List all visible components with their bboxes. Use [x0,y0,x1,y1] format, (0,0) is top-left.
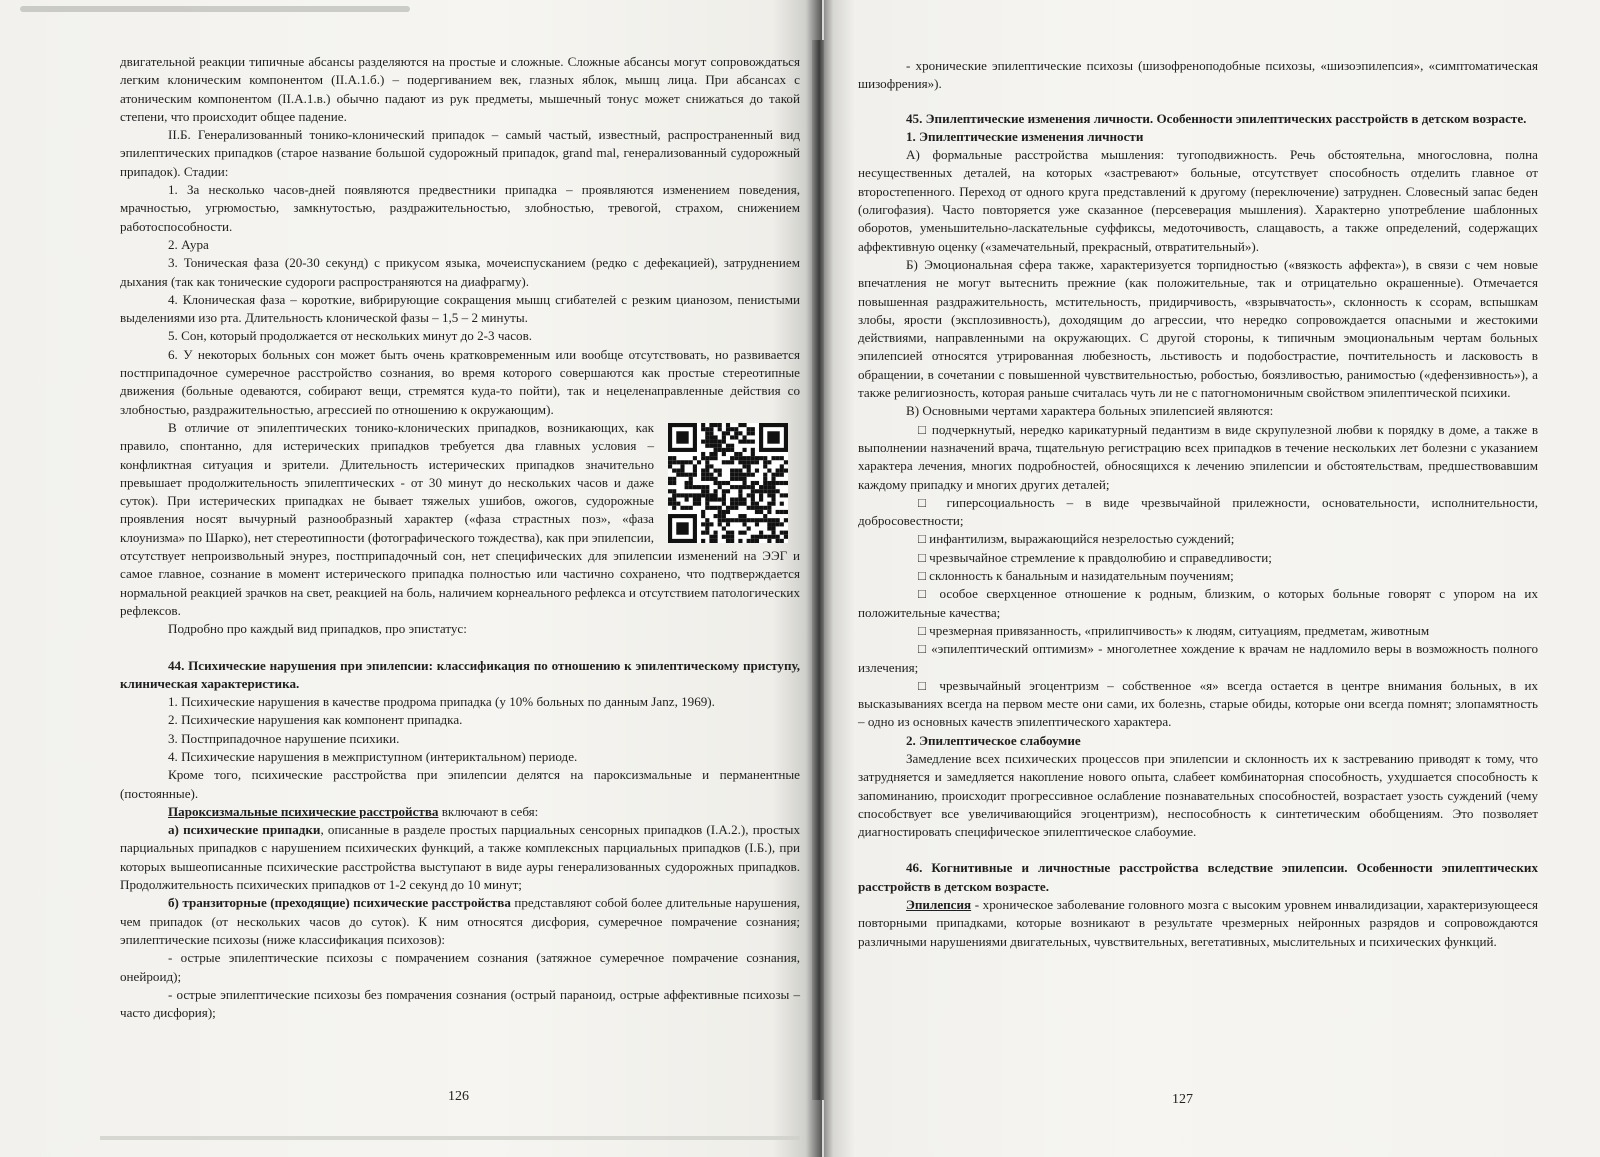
page-number: 126 [448,1089,469,1104]
paragraph: Кроме того, психические расстройства при эпилепсии делятся на пароксизмальные и перманентные (постоянные). [120,767,800,801]
list-item: □ инфантилизм, выражающийся незрелостью суждений; [918,531,1235,547]
list-item: □ чрезвычайный эгоцентризм – собственное «я» всегда остается в центре внимания больных, в их высказываниях всегда на первом месте они сами, их болезнь, старые обиды, которые они всегда помнят; злопамятность – одно из основных качеств эпилептического характера. [858,677,1538,730]
list-item: □ чрезмерная привязанность, «прилипчивость» к людям, ситуациям, предметам, животным [918,622,1430,638]
right-page [824,0,1600,1157]
qr-code[interactable] [668,423,788,543]
list-item: □ подчеркнутый, нередко карикатурный педантизм в виде скрупулезной любви к порядку в доме, а также в выполнении назначений врача, тщательную регистрацию всех припадков в течение нескольких лет болезни с указанием характера лечения, многих подробностей, обносящихся к лечению эпилепсии и обстоятельствам, предшествовавшим каждому припадку и многих других деталей; [858,421,1538,492]
paragraph: Подробно про каждый вид припадков, про эпистатус: [168,621,467,637]
bold-term: а) психические припадки [168,822,321,838]
left-text-column [120,53,800,1022]
list-item: □ чрезвычайное стремление к правдолюбию и справедливости; [918,549,1272,565]
section-heading-46: 46. Когнитивные и личностные расстройства вследствие эпилепсии. Особенности эпилептических расстройств в детском возрасте. [858,860,1538,894]
list-item: □ склонность к банальным и назидательным поучениям; [918,568,1234,584]
list-item: - острые эпилептические психозы с помрачением сознания (затяжное сумеречное помрачение сознания, онейроид); [120,950,800,984]
underlined-term: Эпилепсия [906,897,972,913]
paragraph: 1. За несколько часов-дней появляются предвестники припадка – проявляются изменением поведения, мрачностью, угрюмостью, замкнутостью, раздражительностью, злобностью, тревогой, страхом, снижением работоспособности. [120,182,800,234]
paragraph: двигательной реакции типичные абсансы разделяются на простые и сложные. Сложные абсансы могут сопровождаться легким клоническим компонентом (II.A.1.б.) – подергиванием век, глазных яблок, мышц лица. При абсансах с атоническим компонентом (II.A.1.в.) обычно падают из рук предметы, мышечный тонус может снижаться до такой степени, что происходит общее падение. [120,54,800,124]
list-item: 4. Психические нарушения в межприступном (интериктальном) периоде. [168,748,578,764]
list-item: - хронические эпилептические психозы (шизофреноподобные психозы, «шизоэпилепсия», «симптоматическая шизофрения»). [858,58,1538,92]
paragraph: 6. У некоторых больных сон может быть очень кратковременным или вообще отсутствовать, но развивается постприпадочное сумеречное расстройство сознания, во время которого совершаются как простые стереотипные движения (больные одеваются, собирают вещи, стремятся куда-то пойти), так и нецеленаправленные действия со злобностью, раздражительностью, агрессией по отношению к окружающим). [120,346,800,417]
paragraph: Пароксизмальные психические расстройства включают в себя: [168,803,539,819]
list-item: 3. Постприпадочное нарушение психики. [168,730,400,746]
list-item: □ гиперсоциальность – в виде чрезвычайной прилежности, основательности, исполнительности, добросовестности; [858,494,1538,529]
qr-code-image [668,423,788,543]
paragraph: 3. Тоническая фаза (20-30 секунд) с прикусом языка, мочеиспусканием (редко с дефекацией), затруднением дыхания (так как тонические судороги распространяются на диафрагму). [120,255,800,289]
paragraph: 5. Сон, который продолжается от нескольких минут до 2-3 часов. [168,328,533,344]
scan-smudge [100,1136,800,1140]
paragraph: б) транзиторные (преходящие) психические расстройства представляют собой более длительные нарушения, чем припадок (от нескольких часов до суток). К ним относятся дисфория, сумеречное помрачение сознания; эпилептические психозы (ниже классификация психозов): [120,895,800,947]
section-heading-44: 44. Психические нарушения при эпилепсии: классификация по отношению к эпилептическому приступу, клиническая характеристика. [120,657,800,691]
paragraph: В отличие от эпилептических тонико-клонических припадков, возникающих, как правило, спонтанно, для истерических припадков требуется два главных условия – конфликтная ситуация и зрители. Длительность истерических припадков значительно превышает продолжительность эпилептических - от 30 минут до нескольких часов и даже суток). При истерических припадках не бывает тяжелых ушибов, ожогов, судорожные проявления носят вычурный разнообразный характер («фаза страстных поз», «фаза клоунизма» по Шарко), нет стереотипности (фотографического тождества), как при эпилепсии, отсутствует непроизвольный энурез, постприпадочный сон, нет специфических для эпилепсии изменений на ЭЭГ и самое главное, сознание в момент истерического припадка полностью или частично сохранено, что подтверждается нормальной реакцией зрачков на свет, реакцией на боль, наличием корнеального рефлекса и отсутствием патологических рефлексов. [120,419,800,618]
hysteria-block [120,419,800,620]
right-text-column [858,57,1538,951]
page-number: 127 [1172,1092,1193,1107]
paragraph: В) Основными чертами характера больных эпилепсией являются: [906,403,1274,419]
paragraph: А) формальные расстройства мышления: тугоподвижность. Речь обстоятельна, многословна, полна несущественных деталей, на которых «застревают» больные, отсутствует способность отделить главное от второстепенного. Переход от одного круга представлений к другому (переключение) затруднен. Словесный запас беден (олигофазия). Часто повторяется уже сказанное (персеверация мышления). Характерно употребление шаблонных оборотов, уменьшительно-ласкательные суффиксы, медоточивость, слащавость, а также определений, содержащих аффективную оценку («замечательный, прекрасный, отвратительный»). [858,147,1538,254]
paragraph: Б) Эмоциональная сфера также, характеризуется торпидностью («вязкость аффекта»), в связи с чем новые впечатления не могут вытеснить прежние (как положительные, так и отрицательно окрашенные). Отмечается повышенная раздражительность, мстительность, придирчивость, «взрывчатость», склонность к ссорам, вспышкам злобы, ярости (эксплозивность), доходящим до агрессии, что нередко сопровождается опасными и жестокими действиями, направленными на окружающих. С другой стороны, к типичным эмоциональным чертам больных эпилепсией относятся утрированная любезность, льстивость и подобострастие, почтительность и ласковость в обращении, в сочетании с повышенной чувствительностью, робостью, боязливостью, ранимостью («дефензивность»), а также религиозность, которая раньше считалась чуть ли не с патогномоничным свойством эпилептической психики. [858,256,1538,401]
list-item: 1. Психические нарушения в качестве продрома припадка (у 10% больных по данным Janz, 1969). [168,694,715,710]
paragraph: Эпилепсия - хроническое заболевание головного мозга с высоким уровнем инвалидизации, характеризующееся повторными припадками, которые возникают в результате чрезмерных нейронных разрядов и сопровождаются различными нарушениями двигательных, чувствительных, вегетативных, мыслительных и психических функций. [858,897,1538,949]
paragraph: 4. Клоническая фаза – короткие, вибрирующие сокращения мышц сгибателей с резким цианозом, пенистыми выделениями изо рта. Длительность клонической фазы – 1,5 – 2 минуты. [120,291,800,326]
list-item: □ особое сверхценное отношение к родным, близким, о которых больные говорят с упором на их положительные качества; [858,586,1538,620]
section-heading-45: 45. Эпилептические изменения личности. Особенности эпилептических расстройств в детском возрасте. [906,110,1527,126]
bold-term: б) транзиторные (преходящие) психические расстройства [168,895,511,911]
list-item: 2. Психические нарушения как компонент припадка. [168,712,463,728]
paragraph: Замедление всех психических процессов при эпилепсии и склонность их к застреванию приводят к тому, что затрудняется и замедляется накопление нового опыта, слабеет комбинаторная способность, ухудшается способность к запоминанию, происходит прогрессивное ослабление познавательных способностей, возрастает узость суждений (чему способствует все увеличивающийся эгоцентризм), неспособность к синтетическим обобщениям. Это позволяет диагностировать специфическое эпилептическое слабоумие. [858,750,1538,840]
paragraph: 2. Аура [168,236,209,252]
subsection-heading: 2. Эпилептическое слабоумие [906,732,1081,748]
underlined-term: Пароксизмальные психические расстройства [168,803,439,819]
paragraph: а) психические припадки, описанные в разделе простых парциальных сенсорных припадков (I.A.2.), простых парциальных припадков с нарушением психических функций, а также комплексных парциальных припадков (I.Б.), при которых вышеописанные психические расстройства выступают в виде ауры генерализованных судорожных припадков. Продолжительность психических припадков от 1-2 секунд до 10 минут; [120,822,801,893]
list-item: - острые эпилептические психозы без помрачения сознания (острый параноид, острые аффективные психозы – часто дисфория); [120,986,800,1021]
paragraph: II.Б. Генерализованный тонико-клонический припадок – самый частый, известный, распространенный вид эпилептических припадков (старое название большой судорожный припадок, grand mal, генерализованный судорожный припадок). Стадии: [120,127,800,179]
subsection-heading: 1. Эпилептические изменения личности [906,128,1144,144]
list-item: □ «эпилептический оптимизм» - многолетнее хождение к врачам не надломило веры в возможность полного излечения; [858,641,1538,675]
scan-smudge [20,6,410,12]
